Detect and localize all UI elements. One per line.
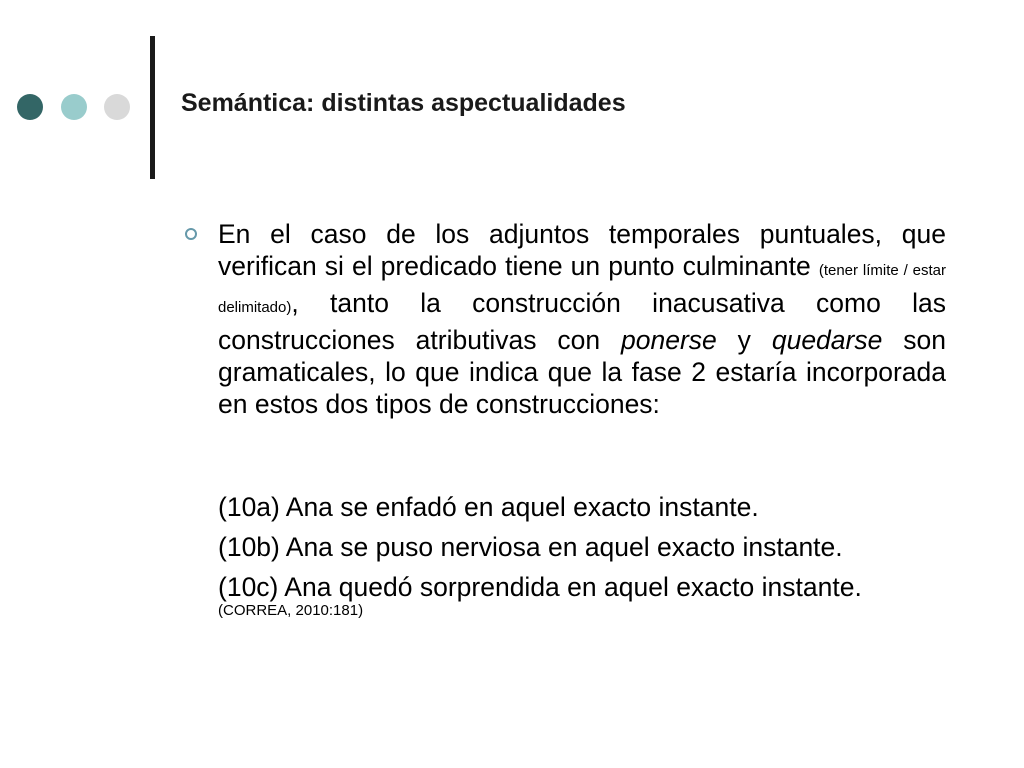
bullet-aside: (tener límite / estar delimitado) [218, 262, 946, 316]
bullet-text-2: , tanto la construcción inacusativa como las construcciones atributivas con [218, 288, 946, 355]
circle-bullet-icon [185, 228, 197, 240]
decorative-dot-light [104, 94, 130, 120]
example-10c: (10c) Ana quedó sorprendida en aquel exacto instante. [218, 572, 862, 602]
example-10a: (10a) Ana se enfadó en aquel exacto instante. [218, 492, 759, 522]
bullet-paragraph [218, 218, 946, 420]
bullet-text-3: y [716, 325, 772, 355]
decorative-dot-dark [17, 94, 43, 120]
citation: (CORREA, 2010:181) [218, 602, 364, 619]
decorative-dot-mid [61, 94, 87, 120]
example-10b: (10b) Ana se puso nerviosa en aquel exacto instante. [218, 532, 843, 562]
title-divider-bar [150, 36, 155, 179]
bullet-term-quedarse: quedarse [771, 325, 883, 355]
bullet-text-1: En el caso de los adjuntos temporales puntuales, que verifican si el predicado tiene un punto culminante [218, 219, 946, 281]
slide-title: Semántica: distintas aspectualidades [181, 89, 626, 117]
bullet-text-4: son gramaticales, lo que indica que la fase 2 estaría incorporada en estos dos tipos de construcciones: [218, 325, 946, 419]
bullet-term-ponerse: ponerse [621, 325, 717, 355]
